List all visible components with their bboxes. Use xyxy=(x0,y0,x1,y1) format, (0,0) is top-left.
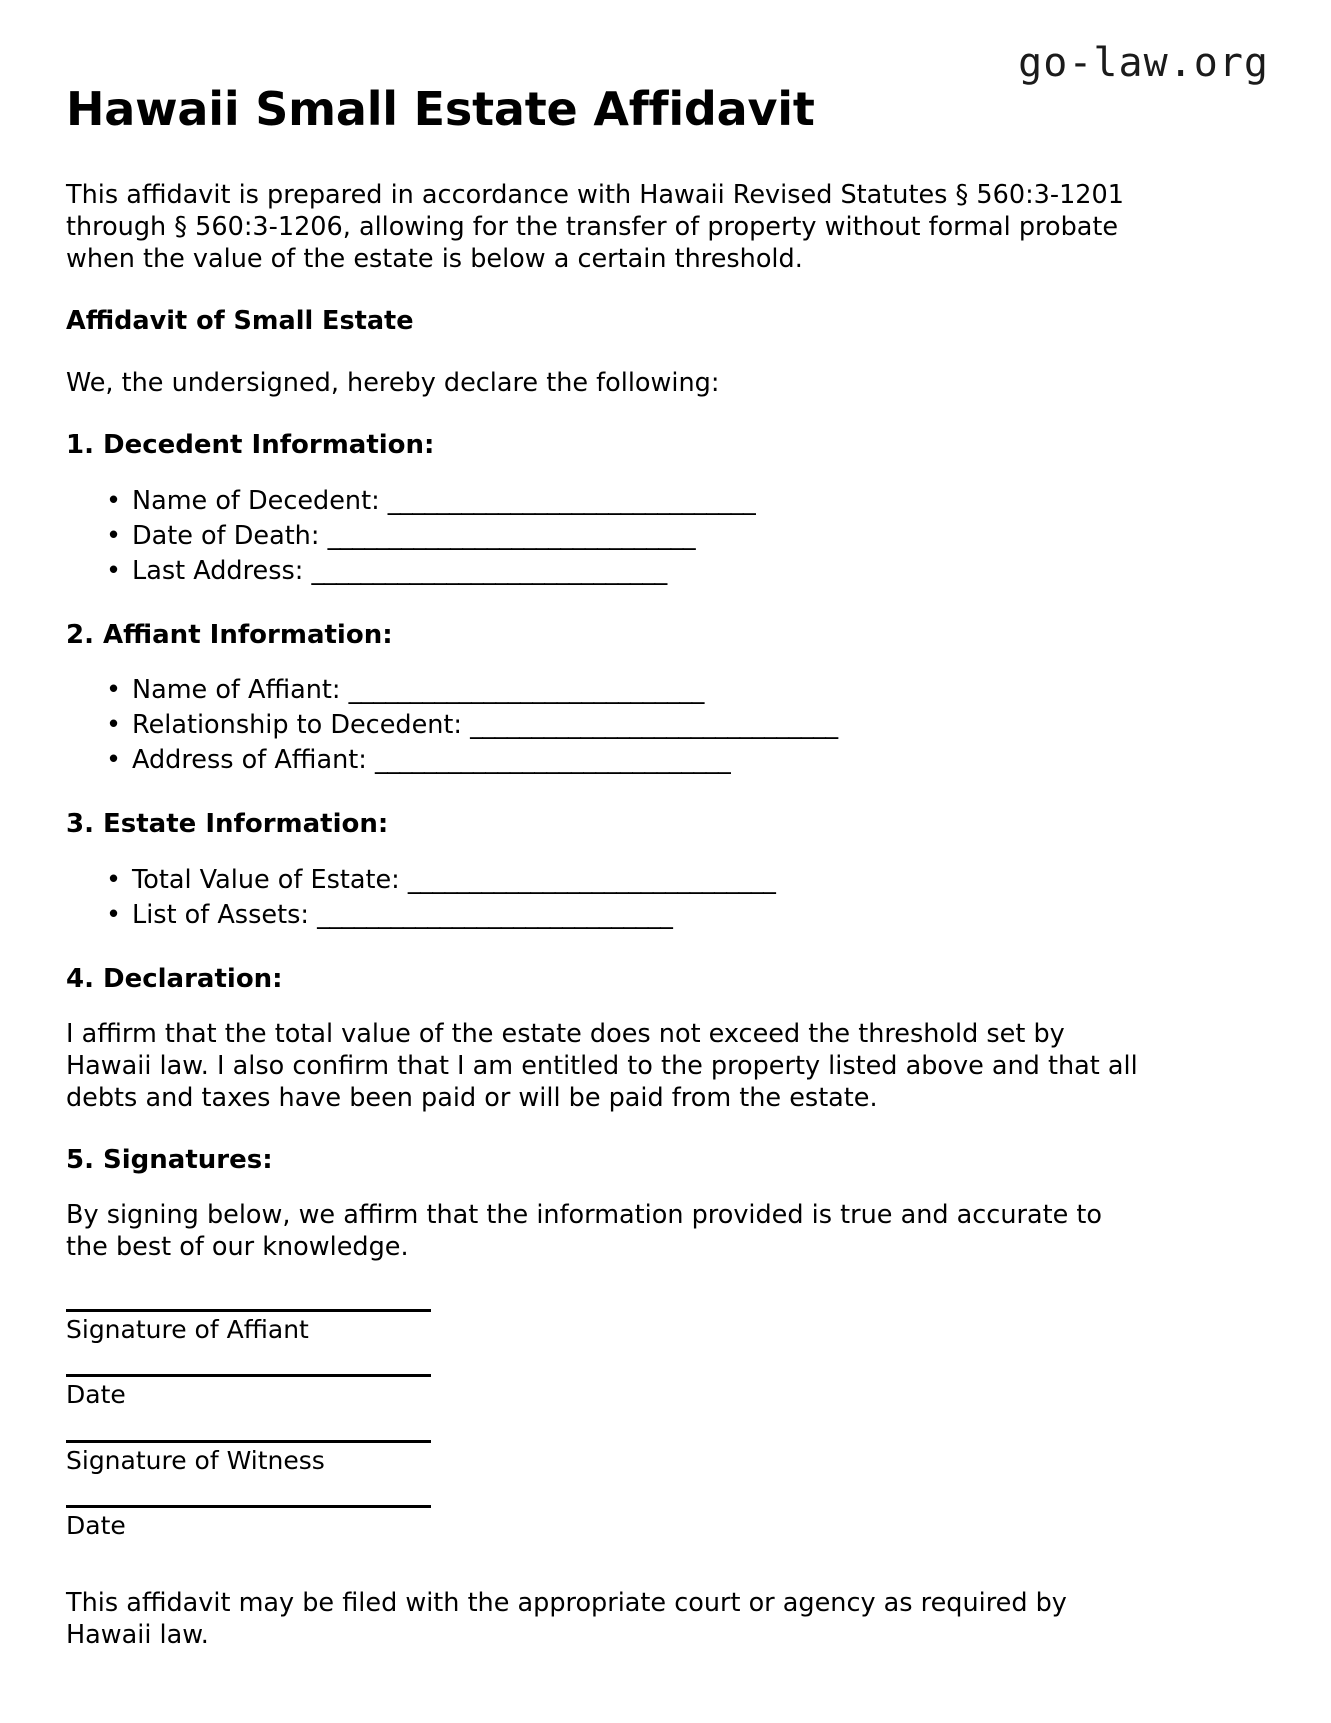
bullet-icon: • xyxy=(106,485,122,516)
declaration-body: I affirm that the total value of the estate does not exceed the threshold set by Hawaii law. I also confirm that I am entitled to the property listed above and that all debts and taxes have been paid or will be paid from the estate. xyxy=(66,1018,1138,1113)
list-item xyxy=(104,708,1151,743)
bullet-icon: • xyxy=(106,675,122,706)
field-label: Date of Death: xyxy=(132,520,320,551)
bullet-icon: • xyxy=(106,865,122,895)
signature-group-witness-date xyxy=(66,1505,1151,1543)
field-label: Name of Affiant: xyxy=(132,675,341,706)
field-label: Last Address: xyxy=(132,555,304,586)
section-heading-estate-information: 3. Estate Information: xyxy=(66,809,389,840)
list-item xyxy=(104,898,1151,933)
signature-rule[interactable] xyxy=(66,1374,431,1377)
list-item xyxy=(104,673,1151,708)
signature-block xyxy=(66,1309,1151,1543)
list-item xyxy=(104,554,1151,589)
page-title: Hawaii Small Estate Affidavit xyxy=(66,82,815,136)
fill-line[interactable]: ______________________________ xyxy=(387,485,756,516)
bullet-icon: • xyxy=(106,745,122,776)
intro-paragraph: This affidavit is prepared in accordance with Hawaii Revised Statutes § 560:3-1201 through § 560:3-1206, allowing for the transfer of property without formal probate when the value of the estate is below a certain threshold. xyxy=(66,179,1124,274)
affidavit-subheading: Affidavit of Small Estate xyxy=(66,305,414,336)
field-label: Total Value of Estate: xyxy=(132,865,400,895)
bullet-icon: • xyxy=(106,710,122,741)
fill-line[interactable]: _____________________________ xyxy=(317,899,673,930)
closing-note: This affidavit may be filed with the appropriate court or agency as required by Hawaii law. xyxy=(66,1587,1067,1651)
field-label: Address of Affiant: xyxy=(132,745,367,776)
declaration-intro-line: We, the undersigned, hereby declare the following: xyxy=(66,368,720,399)
signatures-body: By signing below, we affirm that the information provided is true and accurate to the best of our knowledge. xyxy=(66,1199,1102,1262)
signature-rule[interactable] xyxy=(66,1505,431,1508)
section-heading-affiant-information: 2. Affiant Information: xyxy=(66,619,393,650)
signature-rule[interactable] xyxy=(66,1440,431,1443)
fill-line[interactable]: _____________________________ xyxy=(311,555,667,586)
signature-group-affiant-date xyxy=(66,1374,1151,1412)
site-watermark: go-law.org xyxy=(1018,40,1269,86)
section-heading-signatures: 5. Signatures: xyxy=(66,1144,273,1175)
fill-line[interactable]: _____________________________ xyxy=(374,745,731,776)
field-label: Relationship to Decedent: xyxy=(132,710,463,741)
field-label: Name of Decedent: xyxy=(132,485,380,516)
signature-label: Date xyxy=(66,1380,126,1410)
section-heading-declaration: 4. Declaration: xyxy=(66,963,283,994)
signature-label: Signature of Affiant xyxy=(66,1314,309,1344)
fill-line[interactable]: ______________________________ xyxy=(327,520,696,551)
document-content xyxy=(66,84,1151,1677)
list-item xyxy=(104,484,1151,519)
list-item xyxy=(104,863,1151,898)
bullet-icon: • xyxy=(106,520,122,551)
field-list-decedent-information xyxy=(66,484,1151,589)
signature-label: Date xyxy=(66,1511,126,1541)
fill-line[interactable]: ______________________________ xyxy=(470,710,838,741)
field-list-affiant-information xyxy=(66,673,1151,778)
fill-line[interactable]: _____________________________ xyxy=(348,675,704,706)
signature-group-affiant xyxy=(66,1309,1151,1347)
signature-group-witness xyxy=(66,1440,1151,1478)
field-list-estate-information xyxy=(66,863,1151,933)
list-item xyxy=(104,743,1151,778)
bullet-icon: • xyxy=(106,899,122,930)
section-heading-decedent-information: 1. Decedent Information: xyxy=(66,430,435,461)
bullet-icon: • xyxy=(106,555,122,586)
list-item xyxy=(104,519,1151,554)
fill-line[interactable]: ______________________________ xyxy=(407,865,776,895)
signature-label: Signature of Witness xyxy=(66,1445,325,1475)
signature-rule[interactable] xyxy=(66,1309,431,1312)
field-label: List of Assets: xyxy=(132,899,309,930)
